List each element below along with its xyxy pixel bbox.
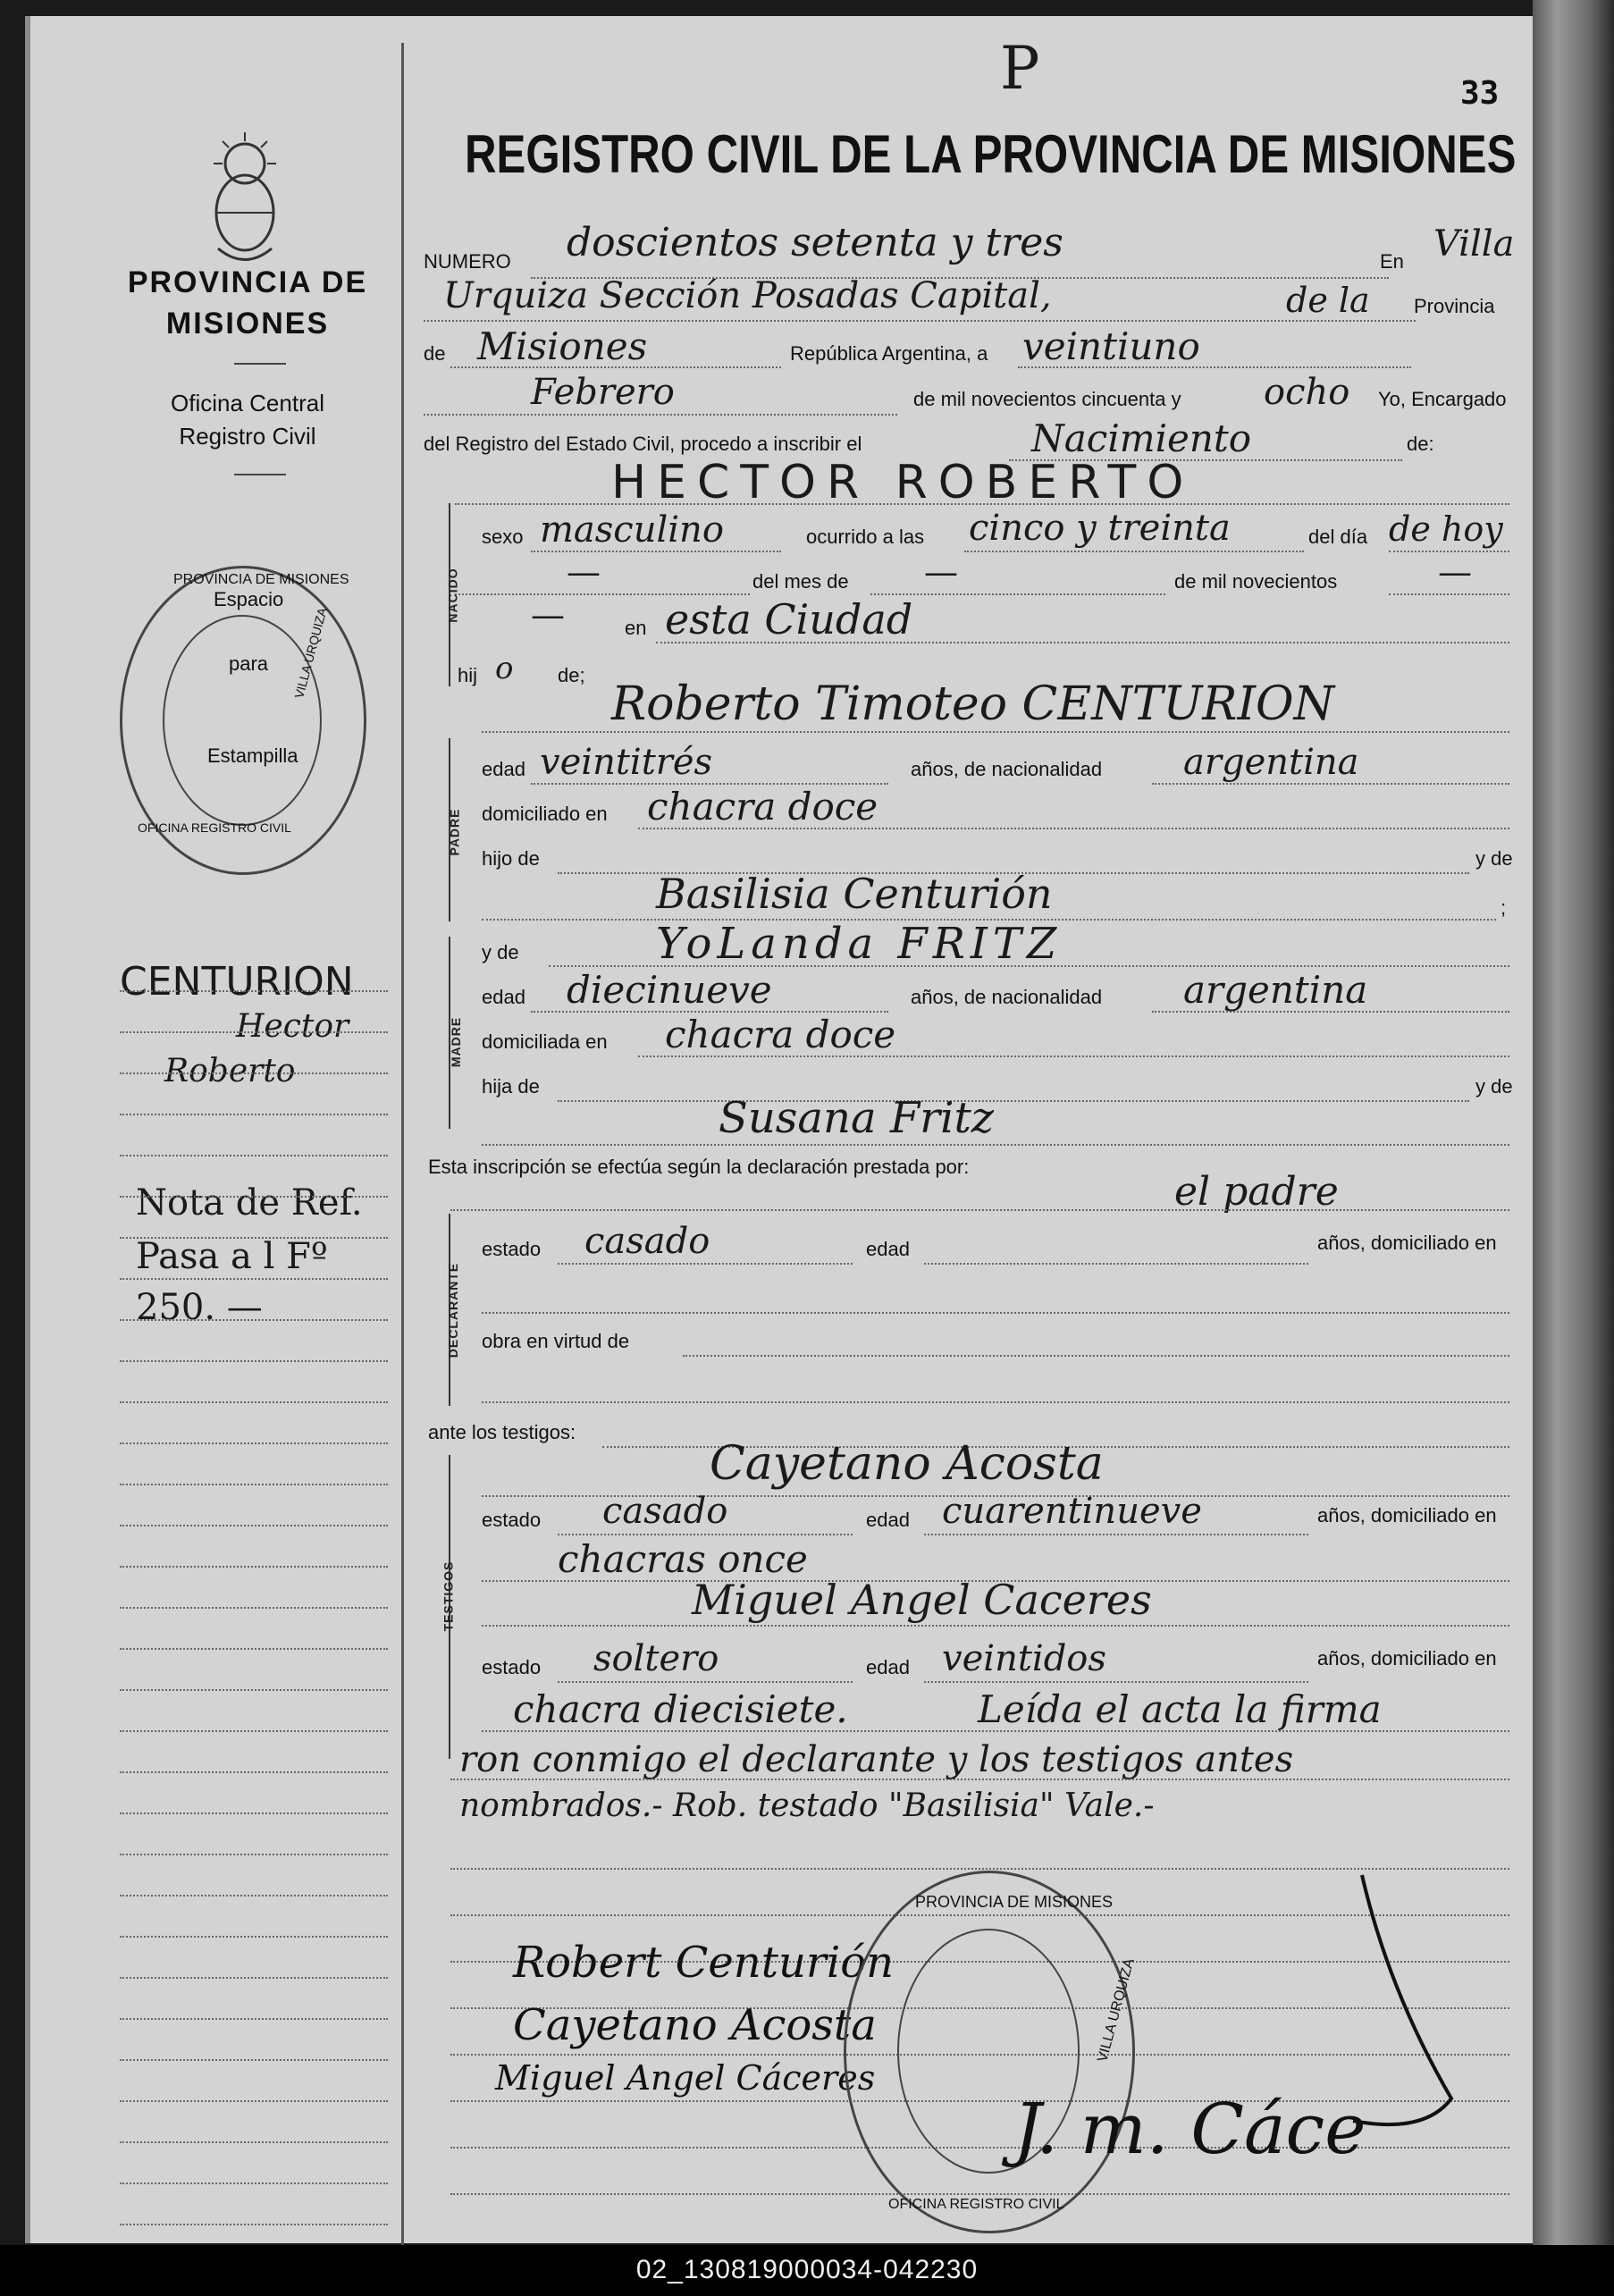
witness1-edad: cuarentinueve [942,1491,1202,1532]
person-name: HECTOR ROBERTO [611,456,1195,509]
edad-label: edad [866,1656,910,1678]
hija-de-label: hija de [482,1075,540,1098]
registry-page [25,16,1534,2243]
nacionalidad-label: años, de nacionalidad [911,758,1103,780]
footer-code: 02_130819000034-042230 [635,2255,979,2284]
mother-parent: Susana Fritz [719,1093,995,1143]
father-parent: Basilisia Centurión [656,870,1053,918]
divider [234,474,286,475]
fill-line [924,1534,1308,1535]
margin-note: Nota de Ref. [136,1182,363,1224]
ruled-line [120,1155,388,1156]
stamp-space-label: para [229,652,269,675]
signature-witness1: Cayetano Acosta [513,2000,877,2050]
declarante-estado: casado [584,1221,710,1262]
stamp-text-left: OFICINA REGISTRO CIVIL [888,2197,1064,2212]
margin-surname: CENTURION [120,959,354,1005]
section-label-declarante: DECLARANTE [446,1262,461,1358]
fill-line [558,1100,1469,1102]
semicolon: ; [1501,896,1507,919]
blank-dash: — [924,552,958,592]
hij-label: hij [458,664,478,686]
testigos-intro-label: ante los testigos: [428,1421,576,1443]
father-name: Roberto Timoteo CENTURION [611,677,1335,731]
ruled-line [120,1360,388,1362]
ruled-line [120,1812,388,1814]
signature-official: J. m. Cáce [1013,2090,1366,2170]
anos-domiciliado-label: años, domiciliado en [1317,1232,1497,1254]
edad-label: edad [482,758,525,780]
fill-line [558,1534,853,1535]
ruled-line [120,1977,388,1979]
estado-label: estado [482,1238,542,1260]
ruled-line [120,1484,388,1485]
ruled-line [120,1854,388,1855]
margin-given-name: Hector [236,1008,349,1045]
ruled-line [120,2100,388,2102]
obra-label: obra en virtud de [482,1330,630,1352]
ruled-line [120,1936,388,1938]
section-label-padre: PADRE [447,808,462,856]
estado-label: estado [482,1509,542,1531]
corner-letter: P [1000,34,1040,103]
hora-value: cinco y treinta [969,508,1231,549]
section-label-nacido: NACIDO [445,568,460,623]
fill-line [482,1625,1509,1627]
fill-line [482,1144,1509,1146]
margin-note: Pasa a l Fº [136,1236,328,1277]
day-value: veintiuno [1022,324,1200,368]
signature-witness2: Miguel Angel Cáceres [495,2058,876,2098]
month-value: Febrero [531,372,675,413]
ruled-line [120,1196,388,1198]
republica-label: República Argentina, a [790,342,988,365]
ruled-line [120,1730,388,1732]
coat-of-arms-icon [205,128,285,266]
lugar-value: esta Ciudad [665,595,913,643]
domiciliado-label: domiciliado en [482,803,608,825]
stamp-text-top: PROVINCIA DE MISIONES [173,572,349,587]
witness1-estado: casado [602,1491,728,1532]
ruled-line [120,990,388,992]
mil-label: de mil novecientos cincuenta y [913,388,1181,410]
del-mes-label: del mes de [752,570,849,593]
inscripcion-label: Esta inscripción se efectúa según la declaración prestada por: [428,1156,970,1178]
fill-line [450,1779,1509,1780]
ruled-line [120,1895,388,1897]
fill-line [924,1263,1308,1265]
ruled-line [120,1031,388,1033]
mil-nov-label: de mil novecientos [1174,570,1338,593]
mother-nationality: argentina [1183,968,1368,1012]
y-de-label: y de [1475,847,1513,870]
place-value: Urquiza Sección Posadas Capital, [443,275,1052,316]
fill-line [455,503,1509,505]
section-label-madre: MADRE [449,1016,464,1068]
fill-line [482,1312,1509,1314]
act-type-value: Nacimiento [1031,416,1252,460]
binding-spine [1533,0,1614,2252]
de-label: de [424,342,446,365]
hij-suffix-value: o [495,651,514,686]
fill-line [1152,783,1509,785]
ruled-line [120,1319,388,1321]
ruled-line [120,2018,388,2020]
closing-text: Leída el acta la firma [978,1687,1382,1731]
margin-given-name: Roberto [164,1053,296,1089]
fill-line [1389,593,1509,595]
closing-text: ron conmigo el declarante y los testigos antes [459,1739,1294,1780]
year-value: ocho [1264,372,1350,413]
ruled-line [120,1278,388,1280]
ruled-line [120,1771,388,1773]
fill-line [558,1263,853,1265]
provincia-value: Misiones [477,324,648,368]
fill-line [683,1355,1509,1357]
ruled-line [120,2224,388,2225]
witness2-domicile: chacra diecisiete. [513,1687,848,1731]
closing-text: nombrados.- Rob. testado "Basilisia" Vale.- [459,1787,1155,1824]
del-dia-label: del día [1308,526,1368,548]
numero-value: doscientos setenta y tres [567,220,1063,265]
margin-office-line1: Oficina Central [171,390,324,416]
witness2-estado: soltero [593,1638,719,1679]
official-stamp-inner [163,615,322,826]
numero-label: NUMERO [424,250,511,273]
ruled-line [120,2141,388,2143]
stamp-text-right: VILLA URQUIZA [291,606,330,701]
stamp-text-left: OFICINA REGISTRO CIVIL [138,820,291,835]
estado-label: estado [482,1656,542,1678]
y-de-label: y de [482,941,519,963]
blank-dash: — [567,552,601,592]
de-colon-label: de: [1407,433,1434,455]
witness1-domicile: chacras once [558,1537,808,1581]
fill-line [558,1681,853,1683]
stamp-text-top: PROVINCIA DE MISIONES [915,1893,1114,1911]
edad-label: edad [866,1238,910,1260]
stamp-space-label: Estampilla [207,744,298,767]
page-title: REGISTRO CIVIL DE LA PROVINCIA DE MISIONES [465,124,1517,184]
fill-line [482,1401,1509,1403]
margin-note: 250. — [136,1287,263,1328]
mother-age: diecinueve [567,968,772,1012]
ruled-line [120,1237,388,1239]
nacionalidad-label: años, de nacionalidad [911,986,1103,1008]
father-nationality: argentina [1183,742,1359,783]
fill-line [482,731,1509,733]
fill-line [482,1730,1509,1732]
ruled-line [120,1525,388,1526]
mother-domicile: chacra doce [665,1013,896,1056]
declarante-value: el padre [1174,1169,1339,1215]
stamp-space-label: Espacio [214,588,284,610]
stamp-text-right: VILLA URQUIZA [1095,1956,1138,2065]
section-label-testigos: TESTIGOS [441,1560,456,1632]
hijo-de-label: hijo de [482,847,540,870]
registro-label: del Registro del Estado Civil, procedo a inscribir el [424,433,862,455]
anos-domiciliado-label: años, domiciliado en [1317,1504,1497,1526]
fill-line [424,320,1416,322]
ruled-line [120,1114,388,1115]
margin-province: PROVINCIA DE MISIONES [127,265,368,341]
yo-label: Yo, Encargado [1378,388,1507,410]
sexo-value: masculino [540,509,724,551]
ruled-line [120,2182,388,2184]
ruled-line [120,2059,388,2061]
en-label: en [625,617,647,639]
provincia-label: Provincia [1414,295,1495,317]
ruled-line [120,1566,388,1568]
ruled-line [120,1607,388,1609]
ruled-line [120,1072,388,1074]
blank-dash: — [531,595,565,635]
domiciliada-label: domiciliada en [482,1030,608,1053]
dia-value: de hoy [1389,509,1503,549]
fill-line [870,593,1165,595]
ruled-line [120,1401,388,1403]
edad-label: edad [482,986,525,1008]
en-label: En [1380,250,1404,273]
edad-label: edad [866,1509,910,1531]
anos-domiciliado-label: años, domiciliado en [1317,1647,1497,1669]
fill-line [450,1209,1509,1211]
margin-divider [401,43,404,2250]
ruled-line [120,1689,388,1691]
page-number: 33 [1460,75,1500,112]
margin-office-line2: Registro Civil [179,423,316,450]
ruled-line [120,1442,388,1444]
mother-name: YoLanda FRITZ [656,919,1063,969]
signature-flourish [1317,1866,1469,2152]
de-la-value: de la [1286,281,1370,320]
y-de-label: y de [1475,1075,1513,1098]
fill-line [924,1681,1308,1683]
signature-declarant: Robert Centurión [513,1938,895,1988]
fill-line [424,414,897,416]
de-label: de; [558,664,585,686]
divider [234,363,286,365]
ruled-line [120,1648,388,1650]
witness2-edad: veintidos [942,1638,1106,1679]
sexo-label: sexo [482,526,524,548]
fill-line [964,551,1304,552]
father-age: veintitrés [540,742,713,783]
witness1-name: Cayetano Acosta [710,1437,1104,1491]
blank-dash: — [1438,552,1472,592]
ocurrido-label: ocurrido a las [806,526,925,548]
place-value: Villa [1433,223,1515,265]
father-domicile: chacra doce [647,785,878,828]
witness2-name: Miguel Angel Caceres [692,1576,1152,1624]
